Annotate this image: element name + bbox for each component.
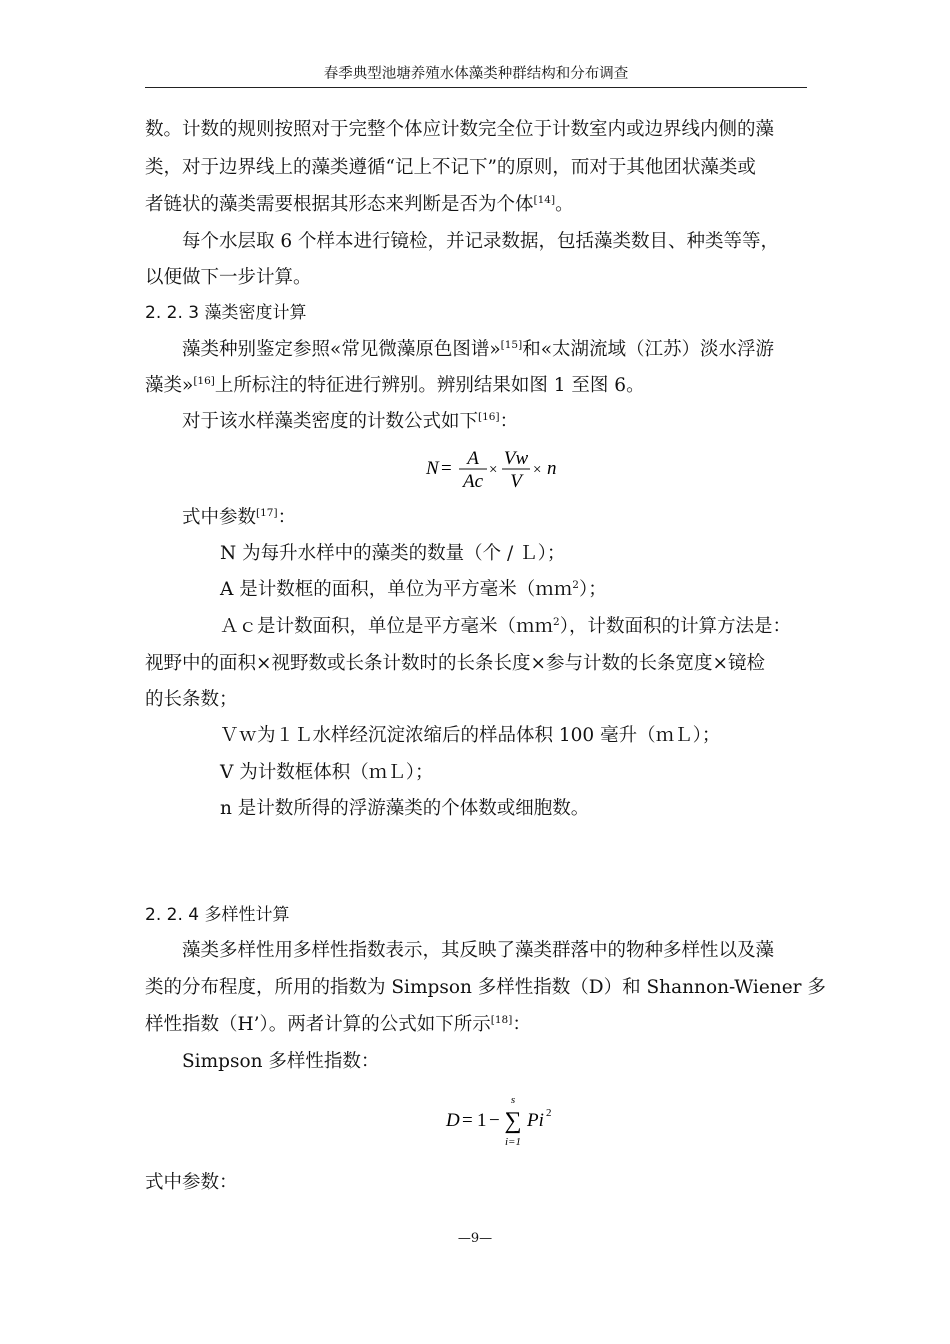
paragraph-line: [182, 409, 518, 435]
paragraph-line: 藻类多样性用多样性指数表示，其反映了藻类群落中的物种多样性以及藻: [182, 940, 775, 961]
header-rule: [145, 87, 807, 88]
fraction-numerator: A: [467, 448, 479, 469]
param-line: 的长条数；: [145, 689, 238, 710]
formula-one: 1: [477, 1110, 487, 1131]
paragraph-line: [145, 373, 645, 399]
citation: [18]: [490, 1014, 513, 1026]
sum-lower-limit: i=1: [505, 1136, 521, 1148]
text: ：: [512, 1014, 531, 1035]
fraction-numerator: Vw: [503, 448, 529, 469]
formula-equals: =: [462, 1110, 473, 1131]
simpson-formula: [440, 1090, 580, 1152]
formula-term: Pi: [527, 1110, 544, 1131]
paragraph-line: 数。计数的规则按照对于完整个体应计数完全位于计数室内或边界线内侧的藻: [145, 119, 775, 140]
param-line: [220, 577, 607, 603]
text: 式中参数: [182, 507, 257, 528]
paragraph-line: Simpson 多样性指数：: [182, 1051, 380, 1072]
text: 藻类种别鉴定参照«常见微藻原色图谱»: [182, 339, 501, 360]
formula-times: ×: [533, 462, 542, 478]
text: ），计数面积的计算方法是：: [559, 616, 791, 637]
text: A 是计数框的面积，单位为平方毫米（ｍｍ: [220, 579, 573, 600]
superscript: 2: [553, 616, 560, 628]
text: 上所标注的特征进行辨别。辨别结果如图 1 至图 6。: [214, 375, 645, 396]
paragraph-line: 以便做下一步计算。: [145, 267, 312, 288]
paragraph-line: [182, 337, 774, 363]
citation: [17]: [256, 507, 278, 519]
paragraph-line: [145, 192, 574, 218]
paragraph-line: 类，对于边界线上的藻类遵循“记上不记下”的原则，而对于其他团状藻类或: [145, 157, 756, 178]
citation: [15]: [500, 339, 523, 351]
param-line: V 为计数框体积（ｍＬ）；: [220, 762, 434, 783]
param-line: Ｖｗ为１Ｌ水样经沉淀浓缩后的样品体积 100 毫升（ｍＬ）；: [220, 725, 721, 746]
text: 。: [555, 194, 574, 215]
text: ：: [277, 507, 297, 528]
citation: [16]: [193, 375, 215, 387]
text: ）；: [578, 579, 607, 600]
text: ：: [499, 411, 519, 432]
paragraph-line: [182, 505, 296, 531]
section-heading-density: 2. 2. 3 藻类密度计算: [145, 303, 307, 323]
paragraph-line: 式中参数：: [145, 1172, 238, 1193]
param-line: N 为每升水样中的藻类的数量（个 / Ｌ）；: [220, 543, 566, 564]
formula-lhs: N: [426, 458, 439, 479]
param-line: n 是计数所得的浮游藻类的个体数或细胞数。: [220, 798, 590, 819]
sum-symbol: ∑: [504, 1108, 522, 1134]
param-line: 视野中的面积×视野数或长条计数时的长条长度×参与计数的长条宽度×镜检: [145, 653, 766, 674]
param-line: [220, 614, 791, 640]
formula-exponent: 2: [546, 1107, 552, 1119]
fraction-denominator: V: [510, 471, 522, 492]
text: 和«太湖流域（江苏）淡水浮游: [522, 339, 775, 360]
running-header: 春季典型池塘养殖水体藻类种群结构和分布调查: [323, 66, 629, 82]
text: 藻类»: [145, 375, 194, 396]
density-formula: [420, 444, 580, 494]
citation: [16]: [478, 411, 500, 423]
superscript: 2: [572, 579, 579, 591]
text: 样性指数（H’）。两者计算的公式如下所示: [145, 1014, 491, 1035]
page-number: —9—: [457, 1231, 493, 1246]
formula-tail: n: [547, 458, 557, 479]
sum-upper-limit: s: [510, 1094, 516, 1106]
formula-lhs: D: [446, 1110, 460, 1131]
paragraph-line: 类的分布程度，所用的指数为 Simpson 多样性指数（D）和 Shannon-Wiener 多: [145, 977, 826, 998]
text: 者链状的藻类需要根据其形态来判断是否为个体: [145, 194, 534, 215]
citation: [14]: [533, 194, 556, 206]
paragraph-line: [145, 1012, 531, 1038]
formula-minus: −: [489, 1110, 500, 1131]
paragraph-line: 每个水层取 6 个样本进行镜检，并记录数据，包括藻类数目、种类等等，: [182, 231, 780, 252]
fraction-denominator: Ac: [462, 471, 484, 492]
formula-times: ×: [489, 462, 498, 478]
text: Ａｃ是计数面积，单位是平方毫米（ｍｍ: [220, 616, 554, 637]
text: 对于该水样藻类密度的计数公式如下: [182, 411, 479, 432]
formula-equals: =: [441, 458, 452, 479]
section-heading-diversity: 2. 2. 4 多样性计算: [145, 905, 290, 925]
